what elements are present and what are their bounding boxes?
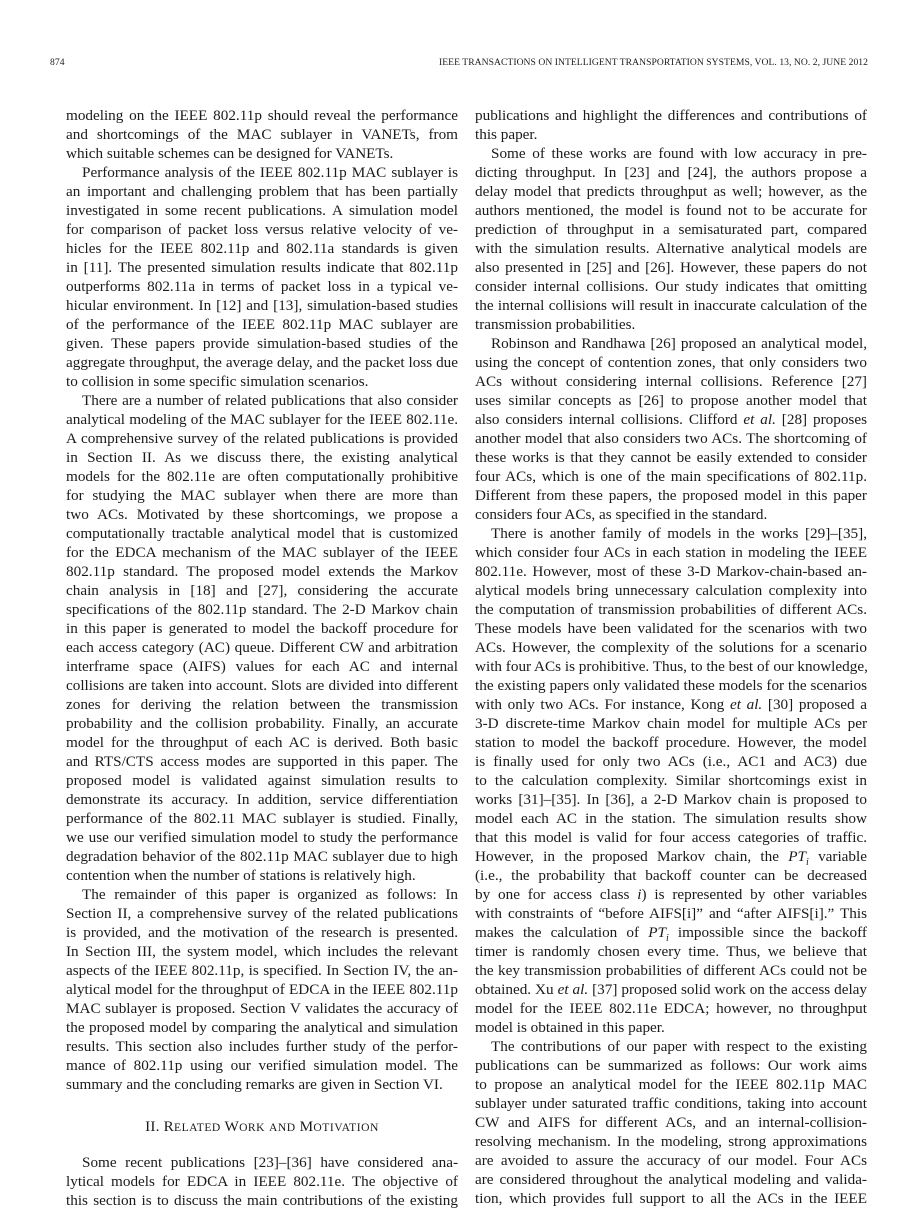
- text-line: The remainder of this paper is organized as follows: In: [82, 886, 458, 903]
- text-line: makes the calculation of $PT_i$ impossible since the backoff: [475, 924, 867, 945]
- text-line: Section II, a comprehensive survey of the related publications: [66, 905, 458, 922]
- paragraph: [475, 334, 867, 524]
- text-line: zones for deriving the relation between the transmission: [66, 696, 458, 713]
- text-line: by one for access class i) is represented by other variables: [475, 886, 867, 903]
- text-line: probability and the collision probability. Finally, an accurate: [66, 715, 458, 732]
- text-line: obtained. Xu et al. [37] proposed solid work on the access delay: [475, 981, 868, 998]
- text-line: modeling on the IEEE 802.11p should reveal the performance: [66, 107, 458, 124]
- text-line: model for the IEEE 802.11e EDCA; however, no throughput: [475, 1000, 867, 1017]
- text-line: in this paper is generated to model the backoff procedure for: [66, 620, 458, 637]
- text-line: this paper.: [475, 126, 538, 143]
- text-line: which suitable schemes can be designed for VANETs.: [66, 145, 394, 162]
- text-line: another model that also considers two ACs. The shortcoming of: [475, 430, 867, 447]
- text-line: of the performance of the IEEE 802.11p MAC sublayer are: [66, 316, 458, 333]
- text-line: to propose an analytical model for the IEEE 802.11p MAC: [475, 1076, 867, 1093]
- text-line: performance of the 802.11 MAC sublayer is studied. Finally,: [66, 810, 458, 827]
- left-column: [66, 106, 458, 1210]
- text-line: MAC sublayer is proposed. Section V validates the accuracy of: [66, 1000, 458, 1017]
- text-line: hicular environment. In [12] and [13], simulation-based studies: [66, 297, 458, 314]
- text-line: given. These papers provide simulation-based studies of the: [66, 335, 458, 352]
- text-line: in [11]. The presented simulation results indicate that 802.11p: [66, 259, 458, 276]
- paragraph: [475, 1037, 867, 1208]
- text-line: an important and challenging problem that has been partially: [66, 183, 458, 200]
- text-line: station to model the backoff procedure. However, the model: [475, 734, 867, 751]
- text-line: computationally tractable analytical model that is customized: [66, 525, 458, 542]
- text-line: and shortcomings of the MAC sublayer in VANETs, from: [66, 126, 458, 143]
- text-line: tion, which provides full support to all the ACs in the IEEE: [475, 1190, 867, 1207]
- text-line: aspects of the IEEE 802.11p, is specified. In Section IV, the an-: [66, 962, 458, 979]
- text-line: authors mentioned, the model is found not to be accurate for: [475, 202, 867, 219]
- text-line: also presented in [25] and [26]. However, these papers do not: [475, 259, 867, 276]
- running-header: [50, 56, 868, 70]
- paragraph: [66, 885, 458, 1094]
- text-line: are considered throughout the analytical modeling and valida-: [475, 1171, 867, 1188]
- text-line: these works is that they cannot be easily extended to consider: [475, 449, 867, 466]
- text-line: 802.11e. However, most of these 3-D Markov-chain-based an-: [475, 563, 867, 580]
- text-line: There are a number of related publications that also consider: [82, 392, 458, 409]
- page-number: 874: [50, 57, 65, 68]
- text-line: the key transmission probabilities of different ACs could not be: [475, 962, 867, 979]
- text-line: for studying the MAC sublayer when there are more than: [66, 487, 458, 504]
- text-line: with only two ACs. For instance, Kong et al. [30] proposed a: [475, 696, 867, 713]
- text-line: alytical model for the throughput of EDCA in the IEEE 802.11p: [66, 981, 458, 998]
- text-line: models for the 802.11e are often computationally prohibitive: [66, 468, 458, 485]
- text-line: transmission probabilities.: [475, 316, 636, 333]
- text-line: model is obtained in this paper.: [475, 1019, 665, 1036]
- paragraph: [475, 524, 867, 1037]
- section-number: II.: [145, 1118, 160, 1135]
- text-line: delay model that predicts throughput as well; however, as the: [475, 183, 867, 200]
- text-line: and RTS/CTS access modes are supported in this paper. The: [66, 753, 458, 770]
- paragraph: [475, 144, 867, 334]
- right-column: [475, 106, 867, 1208]
- text-line: aggregate throughput, the average delay, and the packet loss due: [66, 354, 458, 371]
- text-line: for comparison of packet loss versus relative velocity of ve-: [66, 221, 458, 238]
- text-line: model for the throughput of each AC is derived. Both basic: [66, 734, 458, 751]
- text-line: publications and highlight the differences and contributions of: [475, 107, 867, 124]
- text-line: investigated in some recent publications. A simulation model: [66, 202, 458, 219]
- text-line: lytical models for EDCA in IEEE 802.11e. The objective of: [66, 1173, 458, 1190]
- text-line: using the concept of contention zones, that only considers two: [475, 354, 867, 371]
- section-title: RELATED WORK AND MOTIVATION: [163, 1118, 379, 1135]
- paragraph: [66, 163, 458, 391]
- text-line: two ACs. Motivated by these shortcomings, we propose a: [66, 506, 458, 523]
- text-line: we use our verified simulation model to study the performance: [66, 829, 458, 846]
- text-line: mance of 802.11p using our verified simulation model. The: [66, 1057, 458, 1074]
- text-line: publications can be summarized as follows: Our work aims: [475, 1057, 867, 1074]
- text-line: CW and AIFS for different ACs, and an internal-collision-: [475, 1114, 867, 1131]
- text-line: In Section III, the system model, which includes the relevant: [66, 943, 458, 960]
- text-line: the internal collisions will result in inaccurate calculation of the: [475, 297, 867, 314]
- text-line: resolving mechanism. In the modeling, strong approximations: [475, 1133, 867, 1150]
- text-line: for the EDCA mechanism of the MAC sublayer of the IEEE: [66, 544, 458, 561]
- text-line: each access category (AC) queue. Different CW and arbitration: [66, 639, 458, 656]
- text-line: uses similar concepts as [26] to propose another model that: [475, 392, 867, 409]
- text-line: that this model is valid for four access categories of traffic.: [475, 829, 867, 846]
- text-line: There is another family of models in the works [29]–[35],: [491, 525, 867, 542]
- text-line: is finally used for only two ACs (i.e., AC1 and AC3) due: [475, 753, 867, 770]
- text-line: to the calculation complexity. Similar shortcomings exist in: [475, 772, 867, 789]
- text-line: analytical modeling of the MAC sublayer for the IEEE 802.11e.: [66, 411, 458, 428]
- section-heading: [66, 1117, 458, 1136]
- text-line: chain analysis in [18] and [27], considering the accurate: [66, 582, 458, 599]
- text-line: Some of these works are found with low accuracy in pre-: [491, 145, 867, 162]
- text-line: timer is randomly chosen every time. Thus, we believe that: [475, 943, 867, 960]
- text-line: (i.e., the probability that backoff counter can be decreased: [475, 867, 867, 884]
- text-line: works [31]–[35]. In [36], a 2-D Markov chain is proposed to: [475, 791, 867, 808]
- text-line: 3-D discrete-time Markov chain model for multiple ACs per: [475, 715, 867, 732]
- text-line: Different from these papers, the proposed model in this paper: [475, 487, 867, 504]
- text-line: degradation behavior of the 802.11p MAC sublayer due to high: [66, 848, 458, 865]
- text-line: demonstrate its accuracy. In addition, service differentiation: [66, 791, 458, 808]
- text-line: the computation of transmission probabilities of different ACs.: [475, 601, 867, 618]
- text-line: consider internal collisions. Our study indicates that omitting: [475, 278, 867, 295]
- text-line: with constraints of “before AIFS[i]” and “after AIFS[i].” This: [475, 905, 867, 922]
- text-line: alytical models bring unnecessary calculation complexity into: [475, 582, 867, 599]
- journal-title: IEEE TRANSACTIONS ON INTELLIGENT TRANSPORTATION SYSTEMS, VOL. 13, NO. 2, JUNE 2012: [439, 57, 868, 68]
- text-line: are avoided to assure the accuracy of our model. Four ACs: [475, 1152, 867, 1169]
- text-line: results. This section also includes further study of the perfor-: [66, 1038, 458, 1055]
- text-line: considers four ACs, as specified in the standard.: [475, 506, 768, 523]
- text-line: model each AC in the station. The simulation results show: [475, 810, 867, 827]
- text-line: with four ACs is prohibitive. Thus, to the best of our knowledge,: [475, 658, 868, 675]
- text-line: outperforms 802.11a in terms of packet loss in a typical ve-: [66, 278, 458, 295]
- text-line: which consider four ACs in each station in modeling the IEEE: [475, 544, 867, 561]
- text-line: The contributions of our paper with respect to the existing: [491, 1038, 867, 1055]
- text-line: also considers internal collisions. Clifford et al. [28] proposes: [475, 411, 867, 428]
- section-intro-text: [66, 1153, 458, 1210]
- text-line: Some recent publications [23]–[36] have considered ana-: [82, 1154, 458, 1171]
- text-line: the proposed model by comparing the analytical and simulation: [66, 1019, 458, 1036]
- text-line: ACs. However, the complexity of the solutions for a scenario: [475, 639, 867, 656]
- text-line: proposed model is validated against simulation results to: [66, 772, 458, 789]
- paragraph: [475, 106, 867, 144]
- text-line: interframe space (AIFS) values for each AC and internal: [66, 658, 458, 675]
- text-line: in Section II. As we discuss there, the existing analytical: [66, 449, 458, 466]
- text-line: These models have been validated for the scenarios with two: [475, 620, 867, 637]
- right-body-text: [475, 106, 867, 1208]
- text-line: specifications of the 802.11p standard. The 2-D Markov chain: [66, 601, 458, 618]
- text-line: Performance analysis of the IEEE 802.11p MAC sublayer is: [82, 164, 458, 181]
- text-line: Robinson and Randhawa [26] proposed an analytical model,: [491, 335, 867, 352]
- text-line: However, in the proposed Markov chain, the $PT_i$ variable: [475, 848, 867, 869]
- text-line: A comprehensive survey of the related publications is provided: [66, 430, 458, 447]
- paragraph: [66, 106, 458, 163]
- text-line: prediction of throughput in a semisaturated part, compared: [475, 221, 867, 238]
- text-line: sublayer under saturated traffic conditions, taking into account: [475, 1095, 867, 1112]
- text-line: this section is to discuss the main contributions of the existing: [66, 1192, 458, 1209]
- left-body-text: [66, 106, 458, 1094]
- text-line: ACs without considering internal collisions. Reference [27]: [475, 373, 867, 390]
- text-line: to collision in some specific simulation scenarios.: [66, 373, 369, 390]
- text-line: collisions are taken into account. Slots are divided into different: [66, 677, 458, 694]
- text-line: 802.11p standard. The proposed model extends the Markov: [66, 563, 458, 580]
- text-line: the existing papers only validated these models for the scenarios: [475, 677, 867, 694]
- text-line: contention when the number of stations is relatively high.: [66, 867, 416, 884]
- text-line: four ACs, which is one of the main specifications of 802.11p.: [475, 468, 867, 485]
- text-line: with the simulation results. Alternative analytical models are: [475, 240, 867, 257]
- text-line: hicles for the IEEE 802.11p and 802.11a standards is given: [66, 240, 458, 257]
- text-line: summary and the concluding remarks are given in Section VI.: [66, 1076, 443, 1093]
- paragraph: [66, 1153, 458, 1210]
- text-line: dicting throughput. In [23] and [24], the authors propose a: [475, 164, 867, 181]
- text-line: is provided, and the motivation of the research is presented.: [66, 924, 458, 941]
- paragraph: [66, 391, 458, 885]
